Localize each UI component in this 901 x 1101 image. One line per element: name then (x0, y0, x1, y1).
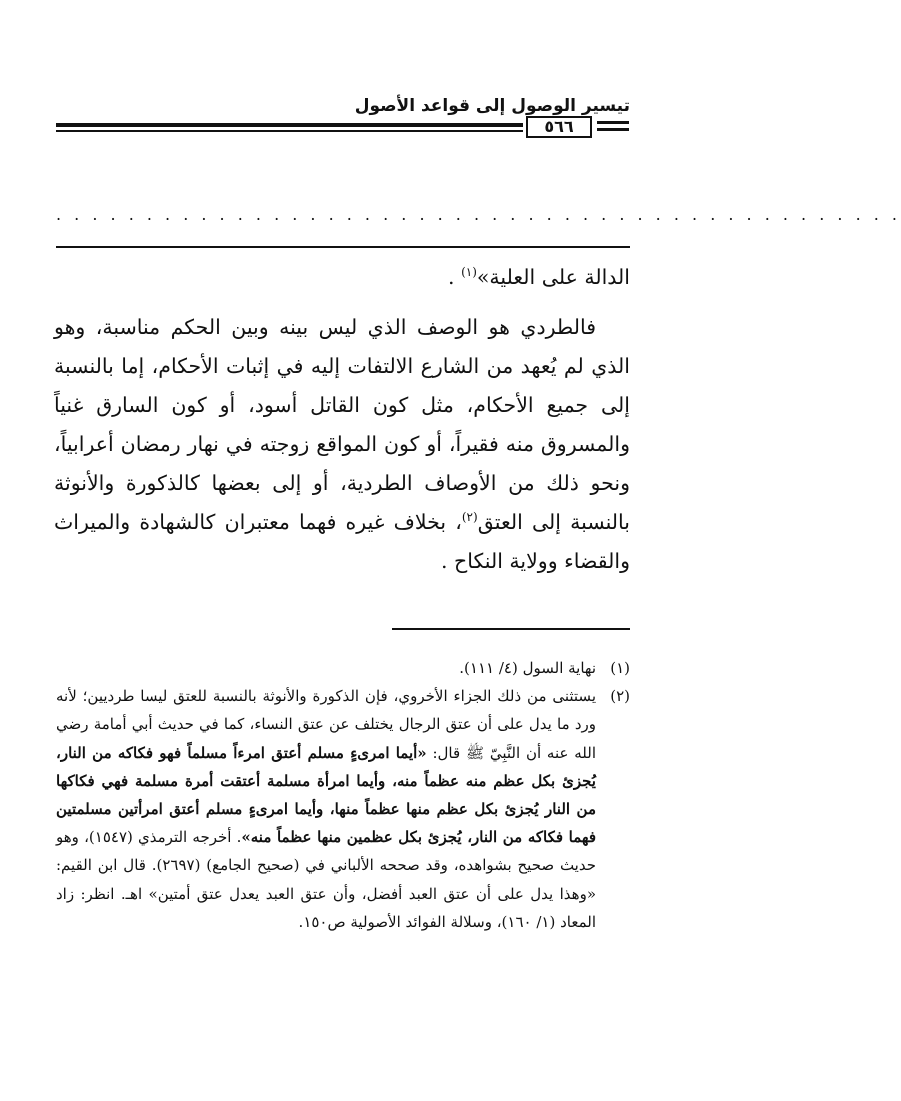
footnote-text-1: يستثنى من ذلك الجزاء الأخروي، فإن الذكورة والأنوثة بالنسبة للعتق ليسا طرديين؛ لأنه ورد ما يدل على أن عتق الرجال يختلف عن عتق النساء، كما في حديث أبي أمامة رضي الله عنه أن النَّبِيّ ﷺ قال: (56, 687, 596, 762)
paragraph-text-2: ، بخلاف غيره فهما معتبران كالشهادة والميراث والقضاء وولاية النكاح . (54, 510, 630, 573)
paragraph-text-1: فالطردي هو الوصف الذي ليس بينه وبين الحكم مناسبة، وهو الذي لم يُعهد من الشارع الالتفات إليه في إثبات الأحكام، إما بالنسبة إلى جميع الأحكام، مثل كون القاتل أسود، أو كون السارق غنياً والمسروق منه فقيراً، أو كون المواقع زوجته في نهار رمضان أعرابياً، ونحو ذلك من الأوصاف الطردية، أو إلى بعضها كالذكورة والأنوثة بالنسبة إلى العتق (54, 315, 630, 534)
running-title: تيسير الوصول إلى قواعد الأصول (354, 96, 630, 116)
main-paragraph (54, 308, 630, 581)
footnote-rule (392, 628, 630, 630)
carryover-end: . (448, 265, 455, 289)
carryover-text: الدالة على العلية» (476, 265, 630, 289)
dotted-separator: . . . . . . . . . . . . . . . . . . . . . . . . . . . . . . . . . . . . . . . . . . . . . . . (56, 205, 901, 224)
main-text (54, 258, 630, 581)
separator-rule (56, 246, 630, 248)
hadith-quote: «أيما امرىءٍ مسلم أعتق امرءاً مسلماً فهو فكاكه من النار، يُجزئ بكل عظم منه عظماً منه، وأيما امرأة مسلمة أعتقت أمرة مسلمة فهي فكاكها من النار يُجزئ بكل عظم منها عظماً منها، وأيما امرىءٍ مسلم أعتق امرأتين مسلمتين فهما فكاكه من النار، يُجزئ بكل عظمين منها عظماً منه» (56, 743, 596, 847)
footnote-text: نهاية السول (٤/ ١١١). (459, 659, 596, 677)
header-rule-right-top (597, 121, 629, 124)
footnote-1 (56, 654, 630, 682)
carryover-line (54, 258, 630, 297)
header-rule-thin (56, 130, 523, 132)
footnote-text-2: . أخرجه الترمذي (١٥٤٧)، وهو حديث صحيح بشواهده، وقد صححه الألباني في (صحيح الجامع) (٢٦٩٧). قال ابن القيم: «وهذا يدل على أن عتق العبد أفضل، وأن عتق العبد يعدل عتق أمتين» اهـ. انظر: زاد المعاد (١/ ١٦٠)، وسلالة الفوائد الأصولية ص١٥٠. (56, 828, 596, 931)
footnote-number: (٢) (610, 687, 630, 706)
footnote-2 (56, 682, 630, 936)
footnotes (56, 654, 630, 936)
page-number: ٥٦٦ (526, 116, 592, 138)
header-rule-thick (56, 123, 523, 127)
header-rule-right-bottom (597, 128, 629, 131)
footnote-ref-2: (٢) (461, 510, 478, 525)
footnote-number: (١) (610, 659, 630, 677)
footnote-ref-1: (١) (461, 265, 477, 280)
